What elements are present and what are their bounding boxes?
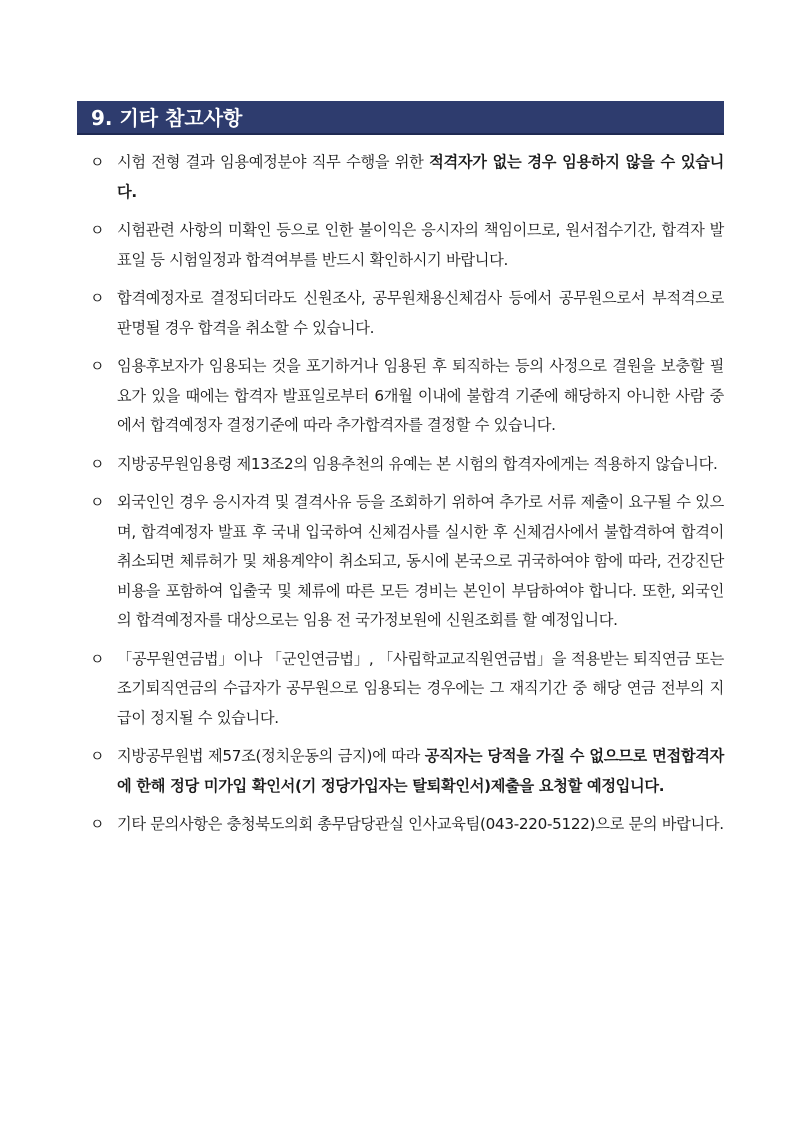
list-item: [90, 352, 724, 441]
bullet-icon: ㅇ: [90, 221, 105, 239]
bullet-icon: ㅇ: [90, 493, 105, 511]
item-text: 기타 문의사항은 충청북도의회 총무담당관실 인사교육팀(043-220-5122)으로 문의 바랍니다.: [117, 815, 724, 833]
bullet-icon: ㅇ: [90, 815, 105, 833]
item-text: 합격예정자로 결정되더라도 신원조사, 공무원채용신체검사 등에서 공무원으로서 부적격으로 판명될 경우 합격을 취소할 수 있습니다.: [117, 289, 724, 337]
list-item: [90, 450, 724, 480]
item-text: 임용후보자가 임용되는 것을 포기하거나 임용된 후 퇴직하는 등의 사정으로 결원을 보충할 필요가 있을 때에는 합격자 발표일로부터 6개월 이내에 불합격 기준에 해당하지 아니한 사람 중에서 합격예정자 결정기준에 따라 추가합격자를 결정할 수 있습니다.: [117, 357, 724, 434]
item-text: 시험 전형 결과 임용예정분야 직무 수행을 위한: [117, 153, 430, 171]
list-item: [90, 810, 724, 840]
bullet-icon: ㅇ: [90, 454, 105, 473]
section-title: 9. 기타 참고사항: [77, 101, 724, 135]
item-text: 시험관련 사항의 미확인 등으로 인한 불이익은 응시자의 책임이므로, 원서접수기간, 합격자 발표일 등 시험일정과 합격여부를 반드시 확인하시기 바랍니다.: [117, 221, 724, 269]
bullet-icon: ㅇ: [90, 153, 105, 171]
item-text: 지방공무원임용령 제13조2의 임용추천의 유예는 본 시험의 합격자에게는 적용하지 않습니다.: [117, 454, 718, 473]
list-item: [90, 148, 724, 207]
bullet-icon: ㅇ: [90, 649, 105, 668]
bullet-icon: ㅇ: [90, 289, 105, 307]
notice-list: [90, 148, 724, 849]
bullet-icon: ㅇ: [90, 747, 105, 765]
item-text: 외국인인 경우 응시자격 및 결격사유 등을 조회하기 위하여 추가로 서류 제출이 요구될 수 있으며, 합격예정자 발표 후 국내 입국하여 신체검사를 실시한 후 신체검사에서 불합격하여 합격이 취소되면 체류허가 및 채용계약이 취소되고, 동시에 본국으로 귀국하여야 함에 따라, 건강진단 비용을 포함하여 입출국 및 체류에 따른 모든 경비는 본인이 부담하여야 합니다. 또한, 외국인의 합격예정자를 대상으로는 임용 전 국가정보원에 신원조회를 할 예정입니다.: [117, 493, 724, 629]
list-item: [90, 488, 724, 636]
bullet-icon: ㅇ: [90, 357, 105, 375]
item-text: 「공무원연금법」이나 「군인연금법」, 「사립학교교직원연금법」을 적용받는 퇴직연금 또는 조기퇴직연금의 수급자가 공무원으로 임용되는 경우에는 그 재직기간 중 해당 연금 전부의 지급이 정지될 수 있습니다.: [117, 649, 724, 727]
item-text-bold: 공직자는 당적을 가질 수 없으므로 면접합격자에 한해 정당 미가입 확인서(기 정당가입자는 탈퇴확인서)제출을 요청할 예정입니다.: [117, 747, 724, 795]
list-item: [90, 216, 724, 275]
list-item: [90, 645, 724, 734]
list-item: [90, 742, 724, 801]
list-item: [90, 284, 724, 343]
item-text: 지방공무원법 제57조(정치운동의 금지)에 따라: [117, 747, 425, 765]
item-text-bold: 적격자가 없는 경우 임용하지 않을 수 있습니다.: [117, 153, 724, 201]
